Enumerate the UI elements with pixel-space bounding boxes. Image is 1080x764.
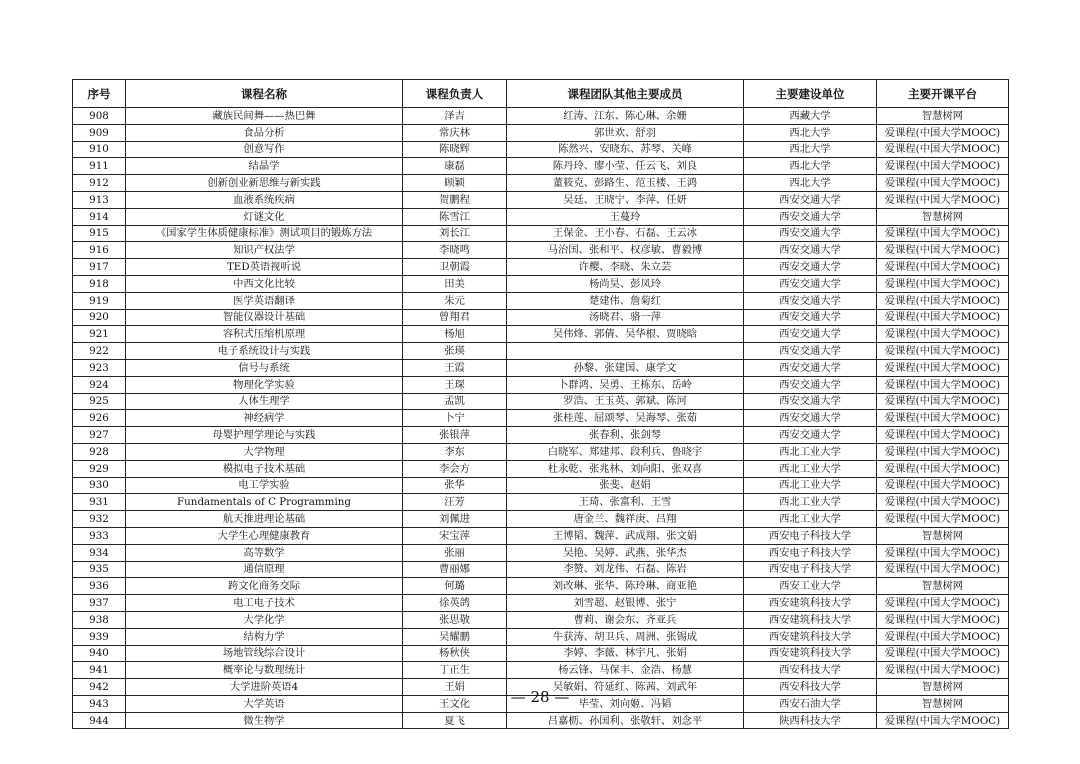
table-row bbox=[73, 527, 1009, 544]
cell-serial-number: 918 bbox=[73, 275, 126, 292]
table-header-row bbox=[73, 80, 1009, 108]
cell-platform: 爱课程(中国大学MOOC) bbox=[877, 141, 1009, 158]
cell-course-name: 创新创业新思维与新实践 bbox=[126, 175, 403, 192]
cell-course-leader: 孟凯 bbox=[403, 393, 507, 410]
cell-institution: 西安交通大学 bbox=[744, 275, 877, 292]
cell-course-name: 电子系统设计与实践 bbox=[126, 343, 403, 360]
cell-platform: 智慧树网 bbox=[877, 679, 1009, 696]
cell-platform: 爱课程(中国大学MOOC) bbox=[877, 595, 1009, 612]
header-team-members: 课程团队其他主要成员 bbox=[507, 80, 744, 108]
page-number: — 28 — bbox=[510, 688, 570, 706]
cell-serial-number: 924 bbox=[73, 376, 126, 393]
cell-course-name: 创意写作 bbox=[126, 141, 403, 158]
cell-course-name: 电工电子技术 bbox=[126, 595, 403, 612]
cell-platform: 爱课程(中国大学MOOC) bbox=[877, 427, 1009, 444]
cell-team-members: 白晓军、郑建邦、段利兵、鲁晓宇 bbox=[507, 443, 744, 460]
cell-course-name: 物理化学实验 bbox=[126, 376, 403, 393]
cell-course-leader: 李晓鸣 bbox=[403, 242, 507, 259]
cell-team-members: 马治国、张和平、权彦敏、曹毅博 bbox=[507, 242, 744, 259]
cell-institution: 西安科技大学 bbox=[744, 662, 877, 679]
cell-course-name: TED英语视听说 bbox=[126, 259, 403, 276]
cell-course-name: 《国家学生体质健康标准》测试项目的锻炼方法 bbox=[126, 225, 403, 242]
cell-platform: 爱课程(中国大学MOOC) bbox=[877, 292, 1009, 309]
cell-platform: 智慧树网 bbox=[877, 695, 1009, 712]
cell-serial-number: 926 bbox=[73, 410, 126, 427]
table-row bbox=[73, 611, 1009, 628]
cell-serial-number: 928 bbox=[73, 443, 126, 460]
table-row bbox=[73, 108, 1009, 125]
cell-course-leader: 杨旭 bbox=[403, 326, 507, 343]
cell-course-name: 大学英语 bbox=[126, 695, 403, 712]
cell-institution: 西安交通大学 bbox=[744, 292, 877, 309]
cell-institution: 西安交通大学 bbox=[744, 225, 877, 242]
cell-institution: 西安交通大学 bbox=[744, 326, 877, 343]
cell-course-leader: 汪芳 bbox=[403, 494, 507, 511]
cell-course-leader: 陈雪江 bbox=[403, 208, 507, 225]
table-row bbox=[73, 393, 1009, 410]
table-row bbox=[73, 208, 1009, 225]
cell-institution: 西安石油大学 bbox=[744, 695, 877, 712]
table-row bbox=[73, 712, 1009, 729]
cell-course-name: 大学物理 bbox=[126, 443, 403, 460]
cell-team-members: 吴廷、王晓宁、李萍、任妍 bbox=[507, 191, 744, 208]
table-row bbox=[73, 628, 1009, 645]
cell-platform: 爱课程(中国大学MOOC) bbox=[877, 494, 1009, 511]
table-row bbox=[73, 544, 1009, 561]
cell-team-members: 李赞、刘龙伟、石磊、陈岩 bbox=[507, 561, 744, 578]
cell-team-members: 唐金兰、魏祥庚、吕翔 bbox=[507, 511, 744, 528]
cell-platform: 爱课程(中国大学MOOC) bbox=[877, 158, 1009, 175]
cell-team-members: 杨尚昊、彭凤玲 bbox=[507, 275, 744, 292]
cell-serial-number: 939 bbox=[73, 628, 126, 645]
cell-institution: 西藏大学 bbox=[744, 108, 877, 125]
cell-serial-number: 944 bbox=[73, 712, 126, 729]
table-row bbox=[73, 595, 1009, 612]
cell-platform: 爱课程(中国大学MOOC) bbox=[877, 628, 1009, 645]
cell-platform: 爱课程(中国大学MOOC) bbox=[877, 309, 1009, 326]
cell-platform: 爱课程(中国大学MOOC) bbox=[877, 225, 1009, 242]
table-row bbox=[73, 326, 1009, 343]
cell-institution: 西安科技大学 bbox=[744, 679, 877, 696]
table-row bbox=[73, 410, 1009, 427]
cell-serial-number: 914 bbox=[73, 208, 126, 225]
cell-platform: 爱课程(中国大学MOOC) bbox=[877, 477, 1009, 494]
cell-team-members: 吴伟烽、郭倩、吴华根、贾晓晗 bbox=[507, 326, 744, 343]
cell-course-name: 结晶学 bbox=[126, 158, 403, 175]
cell-platform: 爱课程(中国大学MOOC) bbox=[877, 259, 1009, 276]
cell-course-leader: 何璐 bbox=[403, 578, 507, 595]
cell-course-name: 大学生心理健康教育 bbox=[126, 527, 403, 544]
cell-serial-number: 929 bbox=[73, 460, 126, 477]
cell-platform: 爱课程(中国大学MOOC) bbox=[877, 124, 1009, 141]
table-row bbox=[73, 175, 1009, 192]
cell-institution: 西安交通大学 bbox=[744, 427, 877, 444]
table-row bbox=[73, 141, 1009, 158]
cell-course-name: 灯谜文化 bbox=[126, 208, 403, 225]
cell-team-members: 王保金、王小春、石磊、王云冰 bbox=[507, 225, 744, 242]
cell-institution: 西安交通大学 bbox=[744, 393, 877, 410]
cell-course-leader: 吴耀鹏 bbox=[403, 628, 507, 645]
cell-platform: 爱课程(中国大学MOOC) bbox=[877, 511, 1009, 528]
cell-serial-number: 912 bbox=[73, 175, 126, 192]
cell-course-leader: 田美 bbox=[403, 275, 507, 292]
cell-course-name: 知识产权法学 bbox=[126, 242, 403, 259]
cell-course-name: 血液系统疾病 bbox=[126, 191, 403, 208]
cell-serial-number: 935 bbox=[73, 561, 126, 578]
table-body bbox=[73, 108, 1009, 729]
cell-institution: 西安交通大学 bbox=[744, 359, 877, 376]
cell-institution: 陕西科技大学 bbox=[744, 712, 877, 729]
cell-team-members: 张斐、赵娟 bbox=[507, 477, 744, 494]
cell-platform: 爱课程(中国大学MOOC) bbox=[877, 343, 1009, 360]
cell-serial-number: 922 bbox=[73, 343, 126, 360]
cell-serial-number: 916 bbox=[73, 242, 126, 259]
cell-course-name: Fundamentals of C Programming bbox=[126, 494, 403, 511]
cell-team-members: 吴艳、吴婷、武燕、张华杰 bbox=[507, 544, 744, 561]
cell-platform: 爱课程(中国大学MOOC) bbox=[877, 191, 1009, 208]
cell-serial-number: 937 bbox=[73, 595, 126, 612]
cell-course-leader: 张瑛 bbox=[403, 343, 507, 360]
cell-serial-number: 931 bbox=[73, 494, 126, 511]
cell-course-name: 航天推进理论基础 bbox=[126, 511, 403, 528]
header-serial-number: 序号 bbox=[73, 80, 126, 108]
cell-course-leader: 李会方 bbox=[403, 460, 507, 477]
cell-course-leader: 王娟 bbox=[403, 679, 507, 696]
cell-platform: 爱课程(中国大学MOOC) bbox=[877, 443, 1009, 460]
cell-platform: 爱课程(中国大学MOOC) bbox=[877, 561, 1009, 578]
cell-institution: 西安交通大学 bbox=[744, 309, 877, 326]
cell-course-name: 中西文化比较 bbox=[126, 275, 403, 292]
cell-serial-number: 911 bbox=[73, 158, 126, 175]
cell-team-members: 郭世欢、舒羽 bbox=[507, 124, 744, 141]
cell-platform: 爱课程(中国大学MOOC) bbox=[877, 376, 1009, 393]
cell-serial-number: 936 bbox=[73, 578, 126, 595]
cell-institution: 西北大学 bbox=[744, 141, 877, 158]
cell-serial-number: 938 bbox=[73, 611, 126, 628]
cell-serial-number: 925 bbox=[73, 393, 126, 410]
cell-platform: 爱课程(中国大学MOOC) bbox=[877, 175, 1009, 192]
cell-team-members: 董筱克、彭路生、范玉楼、王鸿 bbox=[507, 175, 744, 192]
cell-team-members: 吴敏娟、符延红、陈茜、刘武年 bbox=[507, 679, 744, 696]
cell-team-members: 罗浩、王玉英、郭斌、陈河 bbox=[507, 393, 744, 410]
course-list-table bbox=[72, 79, 1009, 729]
cell-platform: 爱课程(中国大学MOOC) bbox=[877, 242, 1009, 259]
cell-institution: 西北工业大学 bbox=[744, 460, 877, 477]
cell-course-name: 模拟电子技术基础 bbox=[126, 460, 403, 477]
table-row bbox=[73, 343, 1009, 360]
cell-team-members: 杜永乾、张兆林、刘向阳、张双喜 bbox=[507, 460, 744, 477]
cell-platform: 爱课程(中国大学MOOC) bbox=[877, 410, 1009, 427]
cell-course-leader: 泽吉 bbox=[403, 108, 507, 125]
cell-course-name: 医学英语翻译 bbox=[126, 292, 403, 309]
cell-course-name: 神经病学 bbox=[126, 410, 403, 427]
cell-course-name: 容积式压缩机原理 bbox=[126, 326, 403, 343]
cell-institution: 西安交通大学 bbox=[744, 410, 877, 427]
cell-institution: 西安电子科技大学 bbox=[744, 527, 877, 544]
cell-team-members: 杨云锋、马保丰、金浩、杨慧 bbox=[507, 662, 744, 679]
table-row bbox=[73, 561, 1009, 578]
cell-serial-number: 942 bbox=[73, 679, 126, 696]
cell-course-name: 结构力学 bbox=[126, 628, 403, 645]
cell-course-name: 微生物学 bbox=[126, 712, 403, 729]
cell-serial-number: 930 bbox=[73, 477, 126, 494]
cell-institution: 西北工业大学 bbox=[744, 443, 877, 460]
cell-team-members: 李婷、李薇、林宇凡、张娟 bbox=[507, 645, 744, 662]
cell-course-name: 智能仪器设计基础 bbox=[126, 309, 403, 326]
cell-platform: 爱课程(中国大学MOOC) bbox=[877, 275, 1009, 292]
cell-course-name: 信号与系统 bbox=[126, 359, 403, 376]
cell-team-members: 牛获涛、胡卫兵、周洲、张锡成 bbox=[507, 628, 744, 645]
cell-platform: 智慧树网 bbox=[877, 527, 1009, 544]
cell-course-leader: 王霞 bbox=[403, 359, 507, 376]
cell-course-leader: 曹丽娜 bbox=[403, 561, 507, 578]
cell-institution: 西北工业大学 bbox=[744, 494, 877, 511]
table-row bbox=[73, 309, 1009, 326]
table-row bbox=[73, 427, 1009, 444]
cell-institution: 西北大学 bbox=[744, 124, 877, 141]
cell-course-leader: 李东 bbox=[403, 443, 507, 460]
cell-serial-number: 921 bbox=[73, 326, 126, 343]
cell-platform: 爱课程(中国大学MOOC) bbox=[877, 326, 1009, 343]
cell-course-name: 场地管线综合设计 bbox=[126, 645, 403, 662]
cell-course-name: 通信原理 bbox=[126, 561, 403, 578]
cell-team-members: 张桂莲、屈颂琴、吴海琴、张茹 bbox=[507, 410, 744, 427]
cell-course-leader: 杨秋侠 bbox=[403, 645, 507, 662]
cell-course-leader: 卫朝霞 bbox=[403, 259, 507, 276]
table-row bbox=[73, 275, 1009, 292]
table-row bbox=[73, 376, 1009, 393]
cell-course-leader: 张思敬 bbox=[403, 611, 507, 628]
cell-team-members: 王蔓玲 bbox=[507, 208, 744, 225]
cell-institution: 西安交通大学 bbox=[744, 343, 877, 360]
cell-serial-number: 910 bbox=[73, 141, 126, 158]
cell-team-members: 王琦、张富利、王雪 bbox=[507, 494, 744, 511]
cell-course-leader: 张华 bbox=[403, 477, 507, 494]
cell-team-members: 陈然兴、安晓东、苏琴、关峰 bbox=[507, 141, 744, 158]
cell-team-members: 张春利、张剑琴 bbox=[507, 427, 744, 444]
cell-team-members: 许樱、李晓、朱立芸 bbox=[507, 259, 744, 276]
cell-team-members bbox=[507, 343, 744, 360]
cell-course-leader: 王文化 bbox=[403, 695, 507, 712]
cell-team-members: 孙黎、张建国、康学文 bbox=[507, 359, 744, 376]
cell-platform: 智慧树网 bbox=[877, 208, 1009, 225]
cell-platform: 爱课程(中国大学MOOC) bbox=[877, 544, 1009, 561]
cell-course-leader: 张银萍 bbox=[403, 427, 507, 444]
cell-course-name: 电工学实验 bbox=[126, 477, 403, 494]
cell-platform: 智慧树网 bbox=[877, 108, 1009, 125]
cell-serial-number: 923 bbox=[73, 359, 126, 376]
cell-serial-number: 909 bbox=[73, 124, 126, 141]
cell-institution: 西安交通大学 bbox=[744, 208, 877, 225]
cell-platform: 爱课程(中国大学MOOC) bbox=[877, 460, 1009, 477]
cell-institution: 西安交通大学 bbox=[744, 242, 877, 259]
cell-serial-number: 934 bbox=[73, 544, 126, 561]
cell-serial-number: 908 bbox=[73, 108, 126, 125]
cell-serial-number: 915 bbox=[73, 225, 126, 242]
table-row bbox=[73, 511, 1009, 528]
cell-course-leader: 丁正生 bbox=[403, 662, 507, 679]
cell-course-leader: 曾翔君 bbox=[403, 309, 507, 326]
cell-institution: 西北工业大学 bbox=[744, 477, 877, 494]
table-row bbox=[73, 443, 1009, 460]
cell-team-members: 吕嘉枥、孙国利、张敬轩、刘念平 bbox=[507, 712, 744, 729]
cell-serial-number: 940 bbox=[73, 645, 126, 662]
cell-course-name: 大学进阶英语4 bbox=[126, 679, 403, 696]
cell-platform: 智慧树网 bbox=[877, 578, 1009, 595]
cell-course-leader: 刘长江 bbox=[403, 225, 507, 242]
cell-team-members: 红涛、江东、陈心琳、余姗 bbox=[507, 108, 744, 125]
cell-course-name: 概率论与数理统计 bbox=[126, 662, 403, 679]
header-course-leader: 课程负责人 bbox=[403, 80, 507, 108]
cell-course-leader: 徐英鸽 bbox=[403, 595, 507, 612]
cell-course-leader: 康磊 bbox=[403, 158, 507, 175]
cell-platform: 爱课程(中国大学MOOC) bbox=[877, 712, 1009, 729]
cell-team-members: 卜群鸿、吴勇、王栋东、岳岭 bbox=[507, 376, 744, 393]
table-row bbox=[73, 259, 1009, 276]
table-row bbox=[73, 158, 1009, 175]
table-row bbox=[73, 124, 1009, 141]
table-row bbox=[73, 494, 1009, 511]
cell-institution: 西安工业大学 bbox=[744, 578, 877, 595]
table-row bbox=[73, 645, 1009, 662]
cell-serial-number: 932 bbox=[73, 511, 126, 528]
cell-institution: 西安电子科技大学 bbox=[744, 544, 877, 561]
cell-course-leader: 朱元 bbox=[403, 292, 507, 309]
cell-platform: 爱课程(中国大学MOOC) bbox=[877, 393, 1009, 410]
header-course-name: 课程名称 bbox=[126, 80, 403, 108]
cell-serial-number: 927 bbox=[73, 427, 126, 444]
cell-institution: 西北大学 bbox=[744, 175, 877, 192]
cell-course-leader: 常庆林 bbox=[403, 124, 507, 141]
cell-course-leader: 陈晓辉 bbox=[403, 141, 507, 158]
cell-team-members: 陈丹玲、廖小莹、任云飞、刘良 bbox=[507, 158, 744, 175]
cell-serial-number: 919 bbox=[73, 292, 126, 309]
table-row bbox=[73, 578, 1009, 595]
cell-institution: 西安电子科技大学 bbox=[744, 561, 877, 578]
table-row bbox=[73, 225, 1009, 242]
cell-platform: 爱课程(中国大学MOOC) bbox=[877, 359, 1009, 376]
cell-institution: 西安交通大学 bbox=[744, 259, 877, 276]
cell-team-members: 曹莉、谢会东、齐亚兵 bbox=[507, 611, 744, 628]
cell-course-leader: 王琛 bbox=[403, 376, 507, 393]
cell-institution: 西北大学 bbox=[744, 158, 877, 175]
cell-platform: 爱课程(中国大学MOOC) bbox=[877, 662, 1009, 679]
cell-team-members: 王博韬、魏萍、武成翔、张文娟 bbox=[507, 527, 744, 544]
header-institution: 主要建设单位 bbox=[744, 80, 877, 108]
cell-course-name: 母婴护理学理论与实践 bbox=[126, 427, 403, 444]
cell-serial-number: 917 bbox=[73, 259, 126, 276]
cell-serial-number: 913 bbox=[73, 191, 126, 208]
cell-institution: 西安建筑科技大学 bbox=[744, 595, 877, 612]
table-row bbox=[73, 460, 1009, 477]
cell-course-leader: 张丽 bbox=[403, 544, 507, 561]
cell-institution: 西北工业大学 bbox=[744, 511, 877, 528]
cell-course-name: 高等数学 bbox=[126, 544, 403, 561]
cell-course-leader: 夏飞 bbox=[403, 712, 507, 729]
cell-course-leader: 贺鹏程 bbox=[403, 191, 507, 208]
cell-course-name: 食品分析 bbox=[126, 124, 403, 141]
table-row bbox=[73, 662, 1009, 679]
cell-course-name: 藏族民间舞——热巴舞 bbox=[126, 108, 403, 125]
cell-platform: 爱课程(中国大学MOOC) bbox=[877, 645, 1009, 662]
cell-institution: 西安建筑科技大学 bbox=[744, 645, 877, 662]
cell-serial-number: 920 bbox=[73, 309, 126, 326]
cell-team-members: 汤晓君、骆一萍 bbox=[507, 309, 744, 326]
cell-course-name: 大学化学 bbox=[126, 611, 403, 628]
cell-serial-number: 933 bbox=[73, 527, 126, 544]
cell-course-leader: 刘佩进 bbox=[403, 511, 507, 528]
table-row bbox=[73, 242, 1009, 259]
cell-course-name: 跨文化商务交际 bbox=[126, 578, 403, 595]
cell-institution: 西安建筑科技大学 bbox=[744, 611, 877, 628]
cell-course-name: 人体生理学 bbox=[126, 393, 403, 410]
table-row bbox=[73, 359, 1009, 376]
table-row bbox=[73, 191, 1009, 208]
cell-team-members: 毕莹、刘向姬、冯韬 bbox=[507, 695, 744, 712]
cell-institution: 西安交通大学 bbox=[744, 191, 877, 208]
cell-course-leader: 卜宁 bbox=[403, 410, 507, 427]
cell-serial-number: 943 bbox=[73, 695, 126, 712]
cell-team-members: 刘雪超、赵银博、张宁 bbox=[507, 595, 744, 612]
cell-platform: 爱课程(中国大学MOOC) bbox=[877, 611, 1009, 628]
table-row bbox=[73, 477, 1009, 494]
header-platform: 主要开课平台 bbox=[877, 80, 1009, 108]
cell-institution: 西安建筑科技大学 bbox=[744, 628, 877, 645]
table-row bbox=[73, 292, 1009, 309]
cell-course-leader: 宋宝萍 bbox=[403, 527, 507, 544]
cell-team-members: 楚建伟、詹菊红 bbox=[507, 292, 744, 309]
cell-institution: 西安交通大学 bbox=[744, 376, 877, 393]
cell-team-members: 刘改琳、张华、陈玲琳、商亚艳 bbox=[507, 578, 744, 595]
cell-course-leader: 顾颖 bbox=[403, 175, 507, 192]
cell-serial-number: 941 bbox=[73, 662, 126, 679]
